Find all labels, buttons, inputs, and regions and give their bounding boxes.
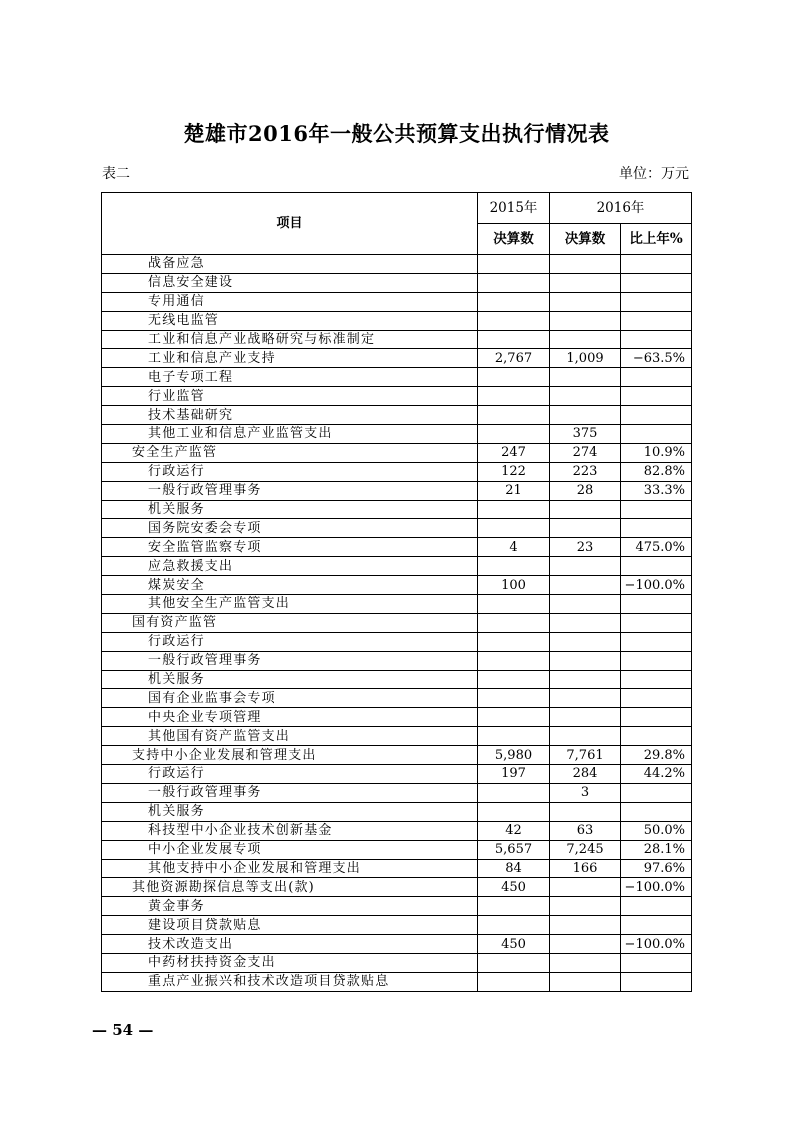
row-value-2015: 450 bbox=[478, 935, 550, 954]
table-row bbox=[102, 349, 692, 368]
row-item-name: 行政运行 bbox=[102, 765, 478, 784]
table-body bbox=[102, 255, 692, 992]
table-row bbox=[102, 972, 692, 991]
row-value-2016 bbox=[550, 273, 621, 292]
row-item-name: 战备应急 bbox=[102, 255, 478, 274]
table-row bbox=[102, 746, 692, 765]
table-row bbox=[102, 462, 692, 481]
row-change-pct bbox=[621, 273, 692, 292]
table-row bbox=[102, 425, 692, 444]
row-change-pct bbox=[621, 953, 692, 972]
row-value-2016 bbox=[550, 802, 621, 821]
row-value-2015 bbox=[478, 670, 550, 689]
row-change-pct bbox=[621, 727, 692, 746]
row-change-pct bbox=[621, 972, 692, 991]
row-value-2016: 7,761 bbox=[550, 746, 621, 765]
row-value-2016: 166 bbox=[550, 859, 621, 878]
row-value-2015 bbox=[478, 311, 550, 330]
row-item-name: 技术改造支出 bbox=[102, 935, 478, 954]
row-value-2016: 28 bbox=[550, 481, 621, 500]
row-item-name: 机关服务 bbox=[102, 670, 478, 689]
table-row bbox=[102, 689, 692, 708]
row-change-pct: −100.0% bbox=[621, 576, 692, 595]
table-row bbox=[102, 670, 692, 689]
table-row bbox=[102, 311, 692, 330]
row-item-name: 重点产业振兴和技术改造项目贷款贴息 bbox=[102, 972, 478, 991]
row-item-name: 国务院安委会专项 bbox=[102, 519, 478, 538]
row-change-pct bbox=[621, 406, 692, 425]
row-value-2015: 42 bbox=[478, 821, 550, 840]
row-change-pct: 10.9% bbox=[621, 443, 692, 462]
header-item: 项目 bbox=[102, 193, 478, 255]
table-row bbox=[102, 859, 692, 878]
table-row bbox=[102, 953, 692, 972]
row-item-name: 安全生产监管 bbox=[102, 443, 478, 462]
row-change-pct bbox=[621, 689, 692, 708]
row-item-name: 应急救援支出 bbox=[102, 557, 478, 576]
row-value-2016 bbox=[550, 916, 621, 935]
row-value-2015 bbox=[478, 689, 550, 708]
table-row bbox=[102, 878, 692, 897]
row-change-pct: 44.2% bbox=[621, 765, 692, 784]
row-change-pct bbox=[621, 425, 692, 444]
row-value-2016: 1,009 bbox=[550, 349, 621, 368]
row-change-pct: 50.0% bbox=[621, 821, 692, 840]
row-value-2016 bbox=[550, 311, 621, 330]
row-change-pct bbox=[621, 916, 692, 935]
row-value-2016 bbox=[550, 368, 621, 387]
row-value-2016 bbox=[550, 708, 621, 727]
row-item-name: 一般行政管理事务 bbox=[102, 783, 478, 802]
row-value-2016 bbox=[550, 576, 621, 595]
row-change-pct: 33.3% bbox=[621, 481, 692, 500]
row-item-name: 其他工业和信息产业监管支出 bbox=[102, 425, 478, 444]
row-value-2016 bbox=[550, 878, 621, 897]
row-value-2015 bbox=[478, 387, 550, 406]
row-item-name: 科技型中小企业技术创新基金 bbox=[102, 821, 478, 840]
row-change-pct bbox=[621, 519, 692, 538]
row-item-name: 黄金事务 bbox=[102, 897, 478, 916]
row-value-2016 bbox=[550, 972, 621, 991]
row-value-2016: 274 bbox=[550, 443, 621, 462]
row-value-2016: 284 bbox=[550, 765, 621, 784]
row-change-pct: −100.0% bbox=[621, 935, 692, 954]
row-change-pct bbox=[621, 802, 692, 821]
row-value-2015 bbox=[478, 330, 550, 349]
row-item-name: 机关服务 bbox=[102, 500, 478, 519]
row-item-name: 中药材扶持资金支出 bbox=[102, 953, 478, 972]
row-value-2015 bbox=[478, 595, 550, 614]
row-value-2015 bbox=[478, 406, 550, 425]
row-value-2015 bbox=[478, 916, 550, 935]
row-value-2015 bbox=[478, 255, 550, 274]
row-value-2015 bbox=[478, 557, 550, 576]
row-value-2016 bbox=[550, 330, 621, 349]
row-value-2015: 5,657 bbox=[478, 840, 550, 859]
table-row bbox=[102, 897, 692, 916]
row-value-2015 bbox=[478, 783, 550, 802]
row-change-pct: 29.8% bbox=[621, 746, 692, 765]
row-value-2015 bbox=[478, 708, 550, 727]
page-number: — 54 — bbox=[92, 1021, 154, 1039]
row-value-2016: 23 bbox=[550, 538, 621, 557]
row-item-name: 国有资产监管 bbox=[102, 613, 478, 632]
row-value-2016 bbox=[550, 406, 621, 425]
row-value-2015 bbox=[478, 613, 550, 632]
row-value-2016 bbox=[550, 689, 621, 708]
row-change-pct bbox=[621, 368, 692, 387]
row-value-2015 bbox=[478, 953, 550, 972]
row-value-2016 bbox=[550, 292, 621, 311]
table-row bbox=[102, 368, 692, 387]
header-2016: 2016年 bbox=[550, 193, 692, 224]
row-change-pct bbox=[621, 387, 692, 406]
row-value-2015: 122 bbox=[478, 462, 550, 481]
row-value-2015 bbox=[478, 897, 550, 916]
row-change-pct bbox=[621, 708, 692, 727]
row-change-pct bbox=[621, 595, 692, 614]
row-change-pct bbox=[621, 783, 692, 802]
table-row bbox=[102, 576, 692, 595]
row-item-name: 其他支持中小企业发展和管理支出 bbox=[102, 859, 478, 878]
row-value-2016 bbox=[550, 255, 621, 274]
row-item-name: 电子专项工程 bbox=[102, 368, 478, 387]
table-row bbox=[102, 387, 692, 406]
row-value-2016 bbox=[550, 670, 621, 689]
row-value-2015 bbox=[478, 500, 550, 519]
row-item-name: 一般行政管理事务 bbox=[102, 481, 478, 500]
row-change-pct bbox=[621, 311, 692, 330]
page-title: 楚雄市2016年一般公共预算支出执行情况表 bbox=[183, 121, 610, 146]
row-change-pct: 475.0% bbox=[621, 538, 692, 557]
row-value-2016: 7,245 bbox=[550, 840, 621, 859]
row-item-name: 安全监管监察专项 bbox=[102, 538, 478, 557]
table-row bbox=[102, 273, 692, 292]
row-item-name: 无线电监管 bbox=[102, 311, 478, 330]
row-change-pct bbox=[621, 292, 692, 311]
table-row bbox=[102, 500, 692, 519]
row-value-2016: 375 bbox=[550, 425, 621, 444]
row-change-pct bbox=[621, 632, 692, 651]
row-value-2016 bbox=[550, 557, 621, 576]
unit-label: 单位：万元 bbox=[619, 166, 689, 182]
row-item-name: 其他资源勘探信息等支出(款) bbox=[102, 878, 478, 897]
row-item-name: 专用通信 bbox=[102, 292, 478, 311]
row-change-pct: −100.0% bbox=[621, 878, 692, 897]
header-final-2015: 决算数 bbox=[478, 224, 550, 255]
row-value-2015 bbox=[478, 727, 550, 746]
row-change-pct: 82.8% bbox=[621, 462, 692, 481]
row-value-2015 bbox=[478, 292, 550, 311]
row-value-2016: 3 bbox=[550, 783, 621, 802]
row-value-2015: 2,767 bbox=[478, 349, 550, 368]
table-row bbox=[102, 538, 692, 557]
table-number: 表二 bbox=[102, 166, 130, 182]
table-row bbox=[102, 840, 692, 859]
row-change-pct bbox=[621, 330, 692, 349]
row-value-2016 bbox=[550, 595, 621, 614]
row-value-2016 bbox=[550, 897, 621, 916]
row-value-2015 bbox=[478, 802, 550, 821]
row-value-2015: 100 bbox=[478, 576, 550, 595]
row-change-pct bbox=[621, 897, 692, 916]
table-row bbox=[102, 821, 692, 840]
row-value-2015 bbox=[478, 651, 550, 670]
row-item-name: 煤炭安全 bbox=[102, 576, 478, 595]
row-item-name: 工业和信息产业战略研究与标准制定 bbox=[102, 330, 478, 349]
table-row bbox=[102, 443, 692, 462]
table-row bbox=[102, 708, 692, 727]
table-row bbox=[102, 727, 692, 746]
table-row bbox=[102, 481, 692, 500]
table-row bbox=[102, 935, 692, 954]
row-change-pct: 28.1% bbox=[621, 840, 692, 859]
row-change-pct bbox=[621, 613, 692, 632]
row-change-pct bbox=[621, 670, 692, 689]
table-row bbox=[102, 255, 692, 274]
row-value-2016 bbox=[550, 953, 621, 972]
row-value-2015: 197 bbox=[478, 765, 550, 784]
row-value-2015 bbox=[478, 972, 550, 991]
row-item-name: 支持中小企业发展和管理支出 bbox=[102, 746, 478, 765]
row-value-2015 bbox=[478, 273, 550, 292]
row-item-name: 一般行政管理事务 bbox=[102, 651, 478, 670]
row-item-name: 中央企业专项管理 bbox=[102, 708, 478, 727]
row-value-2016: 63 bbox=[550, 821, 621, 840]
row-value-2015: 5,980 bbox=[478, 746, 550, 765]
row-change-pct: 97.6% bbox=[621, 859, 692, 878]
row-value-2015 bbox=[478, 425, 550, 444]
table-row bbox=[102, 613, 692, 632]
row-item-name: 工业和信息产业支持 bbox=[102, 349, 478, 368]
row-value-2015 bbox=[478, 368, 550, 387]
row-item-name: 中小企业发展专项 bbox=[102, 840, 478, 859]
row-item-name: 行政运行 bbox=[102, 462, 478, 481]
row-value-2016 bbox=[550, 651, 621, 670]
row-item-name: 技术基础研究 bbox=[102, 406, 478, 425]
table-row bbox=[102, 651, 692, 670]
table-row bbox=[102, 765, 692, 784]
header-change: 比上年% bbox=[621, 224, 692, 255]
row-item-name: 机关服务 bbox=[102, 802, 478, 821]
row-value-2016 bbox=[550, 935, 621, 954]
table-row bbox=[102, 916, 692, 935]
row-change-pct bbox=[621, 557, 692, 576]
header-2015: 2015年 bbox=[478, 193, 550, 224]
table-header bbox=[102, 193, 692, 255]
row-item-name: 其他安全生产监管支出 bbox=[102, 595, 478, 614]
row-value-2015: 247 bbox=[478, 443, 550, 462]
row-change-pct bbox=[621, 651, 692, 670]
table-row bbox=[102, 802, 692, 821]
row-value-2015: 450 bbox=[478, 878, 550, 897]
row-value-2016 bbox=[550, 519, 621, 538]
table-row bbox=[102, 292, 692, 311]
row-value-2015 bbox=[478, 519, 550, 538]
row-value-2016: 223 bbox=[550, 462, 621, 481]
row-value-2016 bbox=[550, 500, 621, 519]
row-change-pct bbox=[621, 255, 692, 274]
budget-table bbox=[101, 192, 692, 992]
table-row bbox=[102, 330, 692, 349]
table-row bbox=[102, 519, 692, 538]
row-value-2015 bbox=[478, 632, 550, 651]
row-change-pct: −63.5% bbox=[621, 349, 692, 368]
row-item-name: 行业监管 bbox=[102, 387, 478, 406]
header-final-2016: 决算数 bbox=[550, 224, 621, 255]
row-item-name: 信息安全建设 bbox=[102, 273, 478, 292]
table-row bbox=[102, 406, 692, 425]
row-item-name: 建设项目贷款贴息 bbox=[102, 916, 478, 935]
table-row bbox=[102, 557, 692, 576]
row-value-2016 bbox=[550, 387, 621, 406]
row-item-name: 其他国有资产监管支出 bbox=[102, 727, 478, 746]
row-value-2016 bbox=[550, 632, 621, 651]
row-value-2015: 84 bbox=[478, 859, 550, 878]
row-change-pct bbox=[621, 500, 692, 519]
row-value-2015: 21 bbox=[478, 481, 550, 500]
row-item-name: 国有企业监事会专项 bbox=[102, 689, 478, 708]
row-item-name: 行政运行 bbox=[102, 632, 478, 651]
table-row bbox=[102, 783, 692, 802]
table-row bbox=[102, 595, 692, 614]
row-value-2016 bbox=[550, 613, 621, 632]
table-row bbox=[102, 632, 692, 651]
row-value-2016 bbox=[550, 727, 621, 746]
row-value-2015: 4 bbox=[478, 538, 550, 557]
